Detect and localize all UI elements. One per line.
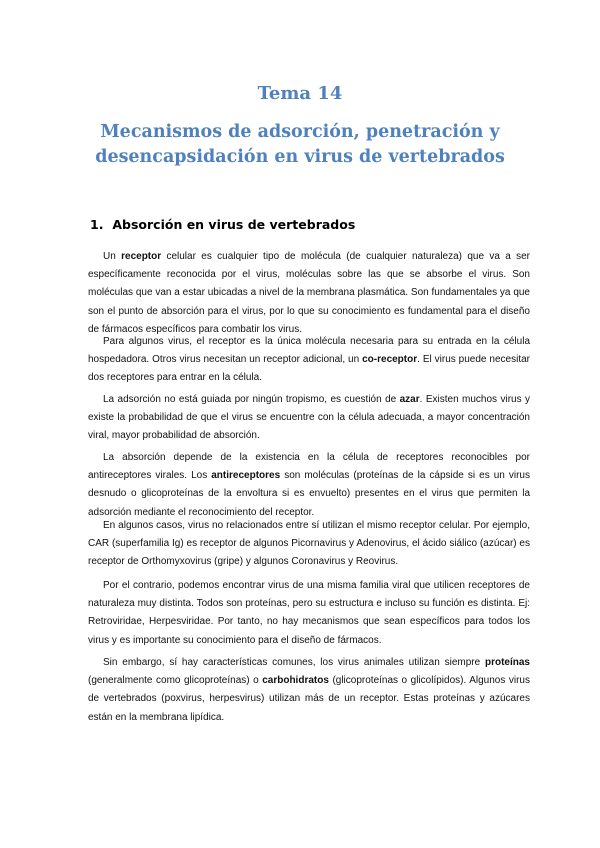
bold-term: antireceptores [211, 470, 281, 482]
bold-term: proteínas [484, 657, 530, 668]
text-run: Por el contrario, podemos encontrar virus de una misma familia viral que utilicen receptores de naturaleza muy distinta. Todos son proteínas, pero su estructura e incluso su función es distinta. Ej: Retroviridae, Herpesviridae. Por tanto, no hay mecanismos que sean específicos para todos los virus y es importante su conocimiento para el diseño de fármacos. [88, 580, 530, 646]
text-run: La adsorción no está guiada por ningún tropismo, es cuestión de [103, 394, 400, 405]
text-run: Un [103, 251, 122, 262]
chapter-title [80, 120, 520, 170]
text-run: Sin embargo, sí hay características comunes, los virus animales utilizan siempre [103, 657, 485, 668]
paragraph-antireceptores [88, 449, 530, 522]
bold-term: receptor [121, 251, 162, 262]
paragraph-common-features [88, 654, 530, 727]
paragraph-co-receptor [88, 333, 530, 388]
section-number: 1. [90, 217, 104, 232]
paragraph-same-receptor [88, 517, 530, 572]
text-run: Para algunos virus, el receptor es la única molécula necesaria para su entrada en la célula hospedadora. Otros virus necesitan un receptor adicional, un [88, 336, 530, 366]
text-run: . El virus puede necesitar dos receptores para entrar en la célula. [88, 354, 530, 384]
text-run: (generalmente como glicoproteínas) o [88, 675, 263, 687]
text-run: son moléculas (proteínas de la cápside si es un virus desnudo o glicoproteínas de la envoltura si es envuelto) presentes en el virus que permiten la adsorción mediante el reconocimiento del receptor. [88, 470, 530, 518]
paragraph-azar [88, 391, 530, 446]
paragraph-different-receptors [88, 577, 530, 650]
chapter-number: Tema 14 [257, 83, 343, 104]
paragraph-receptor [88, 248, 530, 339]
text-run: En algunos casos, virus no relacionados entre sí utilizan el mismo receptor celular. Por ejemplo, CAR (superfamilia Ig) es receptor de algunos Picornavirus y Adenovirus, el ácido siálico (azúcar) es receptor de Orthomyxovirus (gripe) y algunos Coronavirus y Reovirus. [88, 520, 530, 568]
text-run: celular es cualquier tipo de molécula (de cualquier naturaleza) que va a ser específicamente reconocida por el virus, moléculas sobre las que se absorbe el virus. Son moléculas que van a estar ubicadas a nivel de la membrana plasmática. Son fundamentales ya que son el punto de absorción para el virus, por lo que su conocimiento es fundamental para el diseño de fármacos específicos para combatir los virus. [88, 251, 531, 335]
chapter-title-line-1: Mecanismos de adsorción, penetración y [100, 122, 500, 142]
chapter-title-line-2: desencapsidación en virus de vertebrados [95, 147, 505, 167]
section-title: Absorción en virus de vertebrados [112, 217, 356, 232]
bold-term: azar [399, 394, 420, 405]
bold-term: co-receptor [362, 354, 418, 366]
text-run: . Existen muchos virus y existe la probabilidad de que el virus se encuentre con la célula adecuada, a mayor concentración viral, mayor probabilidad de absorción. [88, 394, 530, 442]
text-run: La absorción depende de la existencia en la célula de receptores reconocibles por antireceptores virales. Los [88, 452, 530, 482]
bold-term: carbohidratos [262, 675, 329, 687]
section-heading [90, 217, 355, 232]
text-run: (glicoproteínas o glicolípidos). Algunos virus de vertebrados (poxvirus, herpesvirus) utilizan más de un receptor. Estas proteínas y azúcares están en la membrana lipídica. [88, 675, 530, 723]
